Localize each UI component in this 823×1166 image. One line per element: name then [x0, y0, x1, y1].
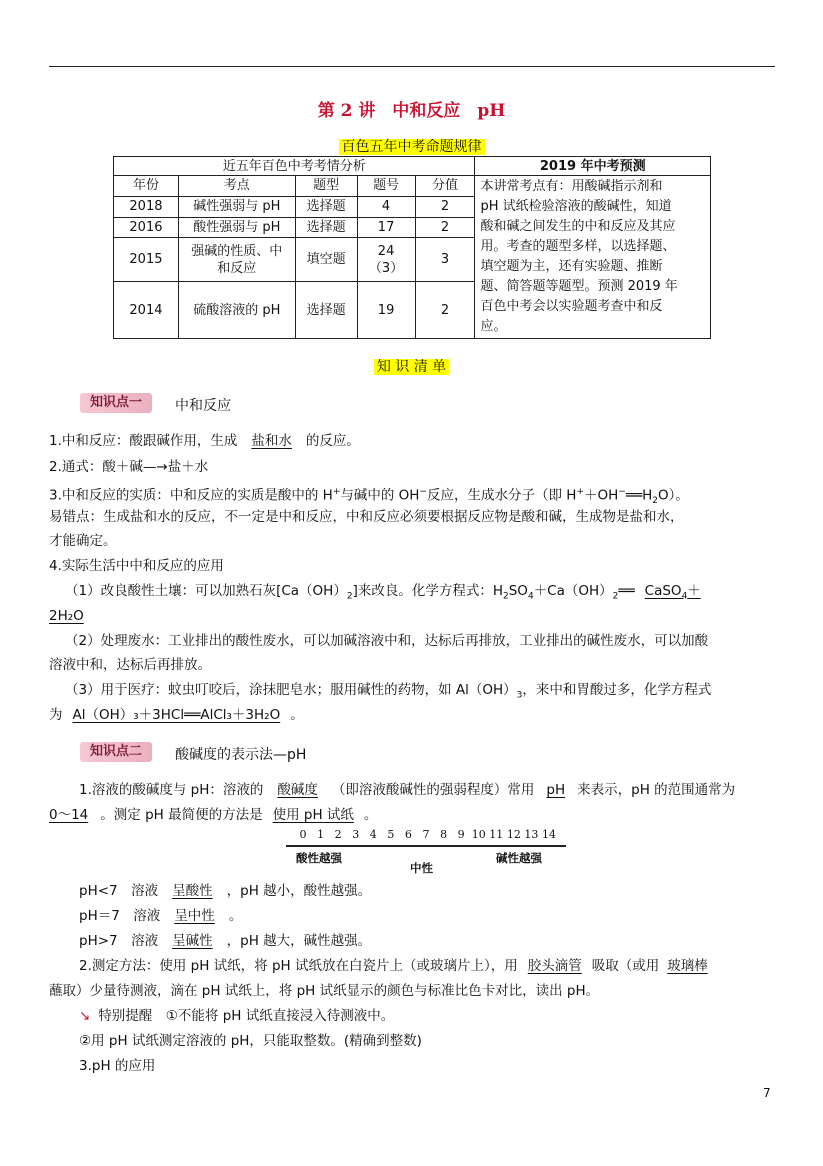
paragraph — [79, 1005, 775, 1027]
cell-no — [357, 238, 415, 282]
paragraph: 才能确定。 — [49, 533, 117, 549]
paragraph: 2.通式：酸＋碱—→盐＋水 — [49, 459, 209, 475]
text: 。 — [228, 908, 243, 924]
ph-scale-number: 2 — [334, 828, 342, 841]
paragraph — [79, 905, 775, 927]
text: 反应，生成水分子（即 H — [427, 487, 577, 504]
text: ══ — [618, 583, 635, 599]
cell-year: 2015 — [114, 238, 179, 282]
text: （3）用于医疗：蚊虫叮咬后，涂抹肥皂水；服用碱性的药物，如 Al（OH） — [65, 682, 517, 698]
paragraph: 3.pH 的应用 — [79, 1058, 156, 1074]
paragraph: （3）用于医疗：蚊虫叮咬后，涂抹肥皂水；服用碱性的药物，如 $Al(OH)_3$，来中和胃酸过多，化学方程式 — [65, 682, 712, 701]
table-caption-text: 百色五年中考命题规律 — [339, 139, 485, 155]
prediction-line: 题、简答题等题型。预测 2019 年 — [480, 279, 678, 294]
ph-scale-number: 0 — [299, 828, 307, 841]
cell-year: 2018 — [114, 196, 179, 217]
text: （1）改良酸性土壤：可以加熟石灰[Ca（OH） — [65, 583, 347, 599]
th-score: 分值 — [415, 176, 475, 197]
text: 来表示，pH 的范围通常为 — [577, 782, 736, 798]
paragraph: 溶液中和，达标后再排放。 — [49, 657, 211, 673]
exam-analysis-table — [113, 156, 711, 339]
cell-type: 选择题 — [295, 196, 357, 217]
paragraph — [79, 880, 775, 902]
answer-blank: pH — [546, 782, 566, 798]
paragraph — [79, 955, 775, 977]
paragraph: 3.中和反应的实质：中和反应的实质是酸中的 H+与碱中的 OH−反应，生成水分子（即 $H^++OH^-══H_2O$）。 — [49, 487, 689, 507]
text: ]来改良。化学方程式：H — [352, 583, 503, 599]
knowledge-list-heading — [0, 356, 823, 376]
text: 。 — [363, 807, 378, 823]
header-rule — [49, 66, 775, 67]
ph-base-label: 碱性越强 — [496, 851, 542, 865]
ph-scale-number: 8 — [440, 828, 448, 841]
ph-scale-number: 14 — [542, 828, 556, 841]
answer-blank: 使用 pH 试纸 — [272, 807, 354, 823]
text: 的反应。 — [305, 433, 360, 449]
cell-no-line: （3） — [368, 260, 404, 276]
paragraph — [79, 930, 775, 952]
answer-blank: 盐和水 — [251, 433, 292, 449]
answer-blank: 玻璃棒 — [667, 958, 708, 974]
page-title: 第 2 讲 中和反应 pH — [317, 101, 506, 121]
page-number: 7 — [763, 1086, 771, 1100]
ph-scale-number: 10 — [471, 828, 486, 841]
text: 2.测定方法：使用 pH 试纸，将 pH 试纸放在白瓷片上（或玻璃片上），用 — [79, 958, 518, 974]
tip-arrow-icon: ↘ — [79, 1008, 91, 1024]
th-point: 考点 — [178, 176, 295, 197]
answer-blank: 呈中性 — [174, 908, 215, 924]
answer-blank: Al（OH）₃＋3HCl══AlCl₃＋3H₂O — [72, 707, 281, 723]
text: 特别提醒 ①不能将 pH 试纸直接浸入待测液中。 — [98, 1008, 395, 1024]
prediction-cell — [475, 176, 711, 339]
table-group-right: 2019 年中考预测 — [475, 157, 711, 176]
cell-no: 4 — [357, 196, 415, 217]
table-caption — [0, 136, 823, 156]
text: SO — [508, 583, 528, 599]
ph-scale-number: 11 — [489, 828, 504, 841]
text: ＋OH — [584, 487, 619, 504]
cell-type: 选择题 — [295, 282, 357, 339]
cell-point: 硫酸溶液的 pH — [178, 282, 295, 339]
ph-scale-number: 9 — [457, 828, 465, 841]
knowledge-badge: 知识点一 — [80, 393, 152, 413]
answer-blank: 呈碱性 — [172, 933, 213, 949]
prediction-line: 填空题为主，还有实验题、推断 — [480, 259, 663, 274]
text: pH>7 溶液 — [79, 933, 159, 949]
ph-scale-number: 13 — [524, 828, 539, 841]
knowledge-badge: 知识点二 — [80, 742, 152, 762]
cell-type: 填空题 — [295, 238, 357, 282]
cell-point — [178, 238, 295, 282]
ph-scale-number: 1 — [317, 828, 325, 841]
cell-no-line: 24 — [377, 243, 395, 259]
prediction-line: 酸和碱之间发生的中和反应及其应 — [480, 219, 676, 234]
paragraph: （1）改良酸性土壤：可以加熟石灰$[Ca(OH)_2]$来改良。化学方程式：$H_2SO_4+Ca(OH)_2══$ CaSO$_4$＋ — [65, 583, 701, 602]
ph-neutral-label: 中性 — [410, 861, 433, 875]
cell-point-line: 强碱的性质、中 — [191, 243, 283, 259]
th-type: 题型 — [295, 176, 357, 197]
paragraph: （2）处理废水：工业排出的酸性废水，可以加碱溶液中和，达标后再排放，工业排出的碱性废水，可以加酸 — [65, 633, 709, 649]
answer-blank: 呈酸性 — [172, 883, 213, 899]
cell-point: 碱性强弱与 pH — [178, 196, 295, 217]
paragraph: ②用 pH 试纸测定溶液的 pH，只能取整数。(精确到整数) — [79, 1033, 422, 1049]
answer-blank: 酸碱度 — [277, 782, 318, 798]
paragraph: 蘸取）少量待测液，滴在 pH 试纸上，将 pH 试纸显示的颜色与标准比色卡对比，读出 pH。 — [49, 983, 600, 999]
cell-score: 2 — [415, 217, 475, 238]
ph-scale — [286, 828, 566, 874]
paragraph — [79, 779, 775, 801]
prediction-line: 本讲常考点有：用酸碱指示剂和 — [480, 179, 663, 194]
text: ══H — [625, 487, 653, 504]
prediction-line: pH 试纸检验溶液的酸碱性，知道 — [480, 199, 672, 214]
prediction-line: 用。考查的题型多样，以选择题、 — [480, 239, 676, 254]
knowledge-list-title: 知 识 清 单 — [374, 359, 449, 375]
text: 为 — [49, 707, 63, 723]
cell-no: 19 — [357, 282, 415, 339]
paragraph — [49, 704, 775, 726]
text: 与碱中的 OH — [340, 487, 420, 504]
knowledge-point-name: 酸碱度的表示法—pH — [175, 747, 307, 763]
th-year: 年份 — [114, 176, 179, 197]
text: ，pH 越大，碱性越强。 — [226, 933, 372, 949]
answer-blank: 胶头滴管 — [527, 958, 582, 974]
th-no: 题号 — [357, 176, 415, 197]
prediction-line: 应。 — [480, 319, 507, 334]
text: 。测定 pH 最简便的方法是 — [100, 807, 263, 823]
cell-score: 2 — [415, 196, 475, 217]
text: ＋ — [687, 583, 701, 599]
ph-scale-number: 6 — [404, 828, 412, 841]
ph-acid-label: 酸性越强 — [296, 851, 342, 865]
text: （即溶液酸碱性的强弱程度）常用 — [331, 782, 535, 798]
text: pH＝7 溶液 — [79, 908, 161, 924]
paragraph: 4.实际生活中中和反应的应用 — [49, 558, 224, 574]
cell-point-line: 和反应 — [217, 260, 257, 276]
text: 吸取（或用 — [591, 958, 660, 974]
answer-blank: CaSO$_4$＋ — [644, 583, 701, 602]
paragraph: 易错点：生成盐和水的反应，不一定是中和反应，中和反应必须要根据反应物是酸和碱，生成物是盐和水， — [49, 509, 684, 525]
prediction-line: 百色中考会以实验题考查中和反 — [480, 299, 663, 314]
text: ，来中和胃酸过多，化学方程式 — [522, 682, 712, 698]
text: O）。 — [657, 487, 689, 504]
cell-type: 选择题 — [295, 217, 357, 238]
text: ，pH 越小，酸性越强。 — [226, 883, 372, 899]
text: CaSO — [644, 583, 682, 599]
ph-scale-number: 12 — [506, 828, 521, 841]
cell-score: 3 — [415, 238, 475, 282]
text: 3.中和反应的实质：中和反应的实质是酸中的 H — [49, 487, 333, 504]
cell-score: 2 — [415, 282, 475, 339]
text: 1.溶液的酸碱度与 pH：溶液的 — [79, 782, 264, 798]
knowledge-point-name: 中和反应 — [175, 398, 231, 414]
ph-scale-bar — [286, 845, 566, 847]
paragraph — [49, 804, 775, 826]
text: 。 — [290, 707, 304, 723]
ph-scale-number: 5 — [387, 828, 395, 841]
cell-year: 2016 — [114, 217, 179, 238]
ph-scale-number: 4 — [369, 828, 377, 841]
text: pH<7 溶液 — [79, 883, 159, 899]
answer-blank: 2H₂O — [49, 608, 84, 624]
ph-scale-number: 7 — [422, 828, 430, 841]
paragraph — [49, 605, 775, 627]
answer-blank: 0～14 — [49, 807, 89, 823]
cell-point: 酸性强弱与 pH — [178, 217, 295, 238]
ph-scale-number: 3 — [352, 828, 360, 841]
cell-no: 17 — [357, 217, 415, 238]
paragraph — [49, 430, 775, 452]
text: 1.中和反应：酸跟碱作用，生成 — [49, 433, 238, 449]
text: ＋Ca（OH） — [533, 583, 613, 599]
table-group-left: 近五年百色中考考情分析 — [114, 157, 475, 176]
cell-year: 2014 — [114, 282, 179, 339]
